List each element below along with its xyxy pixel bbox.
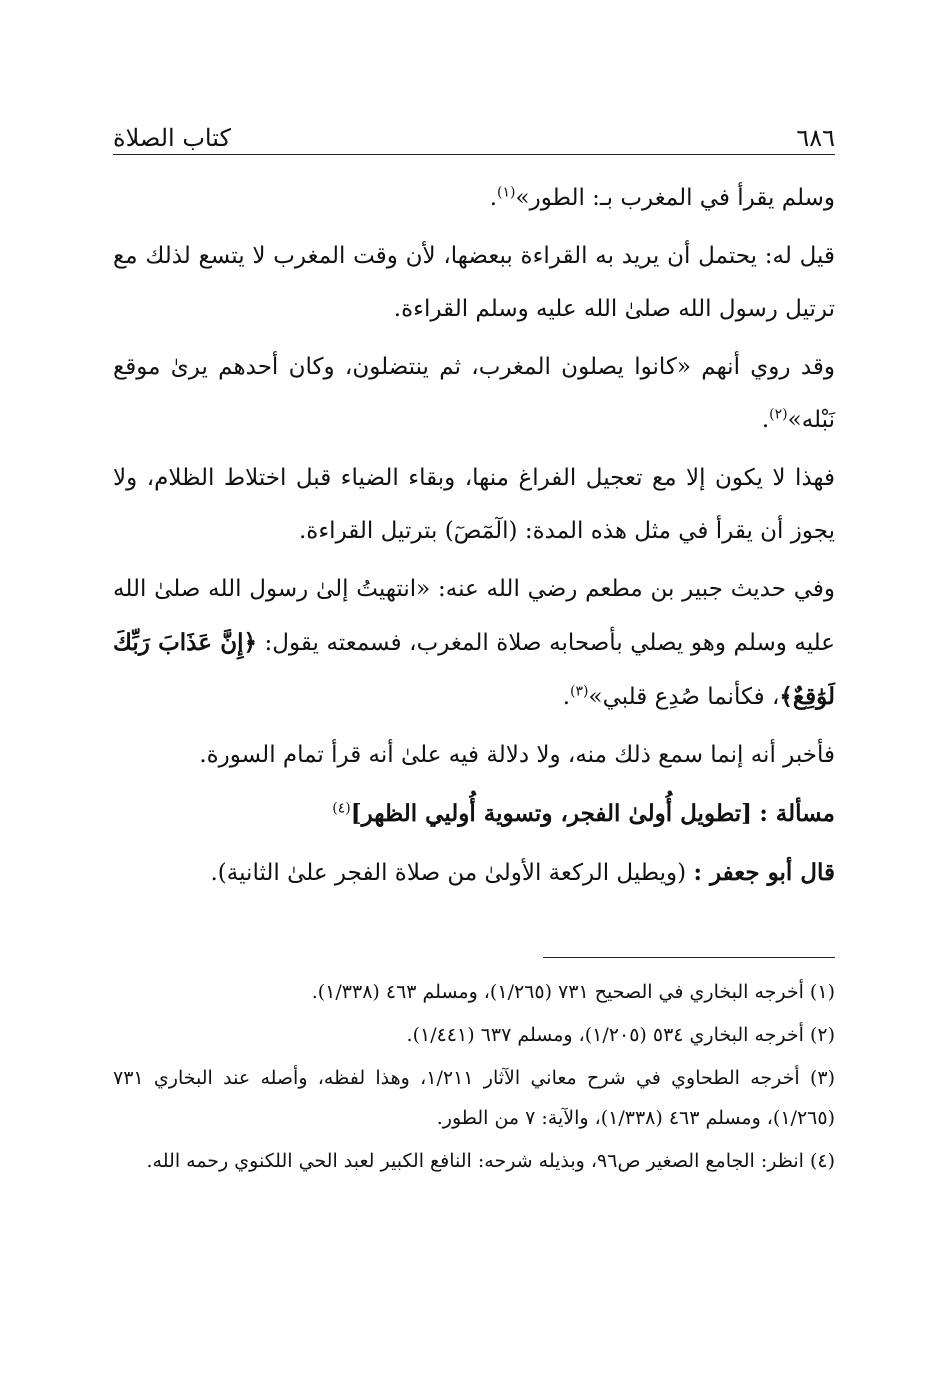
- paragraph-1: وسلم يقرأ في المغرب بـ: الطور»$^{(١)}$.: [489, 184, 835, 211]
- chapter-title: كتاب الصلاة: [113, 124, 231, 152]
- issue-label: مسألة :: [759, 800, 835, 827]
- quran-verse: ﴿إِنَّ عَذَابَ رَبِّكَ لَوَٰقِعٌ﴾: [113, 629, 835, 710]
- footnote-2: (٢) أخرجه البخاري ٥٣٤ (١/٢٠٥)، ومسلم ٦٣٧ (١/٤٤١).: [406, 1024, 835, 1046]
- paragraph-1-text: وسلم يقرأ في المغرب بـ: الطور»: [515, 185, 835, 211]
- footnotes: [113, 972, 835, 1184]
- paragraph-3: وقد روي أنهم «كانوا يصلون المغرب، ثم ينتضلون، وكان أحدهم يرىٰ موقع نَبْله»$^{(٢)}$.: [113, 354, 835, 433]
- footnote-ref-1: (١): [497, 184, 516, 201]
- footnote-1: (١) أخرجه البخاري في الصحيح ٧٣١ (١/٢٦٥)، ومسلم ٤٦٣ (١/٣٣٨).: [311, 981, 835, 1003]
- footnote-divider: [543, 957, 835, 958]
- author-label: قال أبو جعفر :: [693, 859, 835, 886]
- paragraph-2-text: قيل له: يحتمل أن يريد به القراءة ببعضها، لأن وقت المغرب لا يتسع لذلك مع ترتيل رسول الله صلىٰ الله عليه وسلم القراءة.: [113, 243, 835, 322]
- main-text: [113, 172, 835, 905]
- paragraph-4-text: فهذا لا يكون إلا مع تعجيل الفراغ منها، وبقاء الضياء قبل اختلاط الظلام، ولا يجوز أن يقرأ في مثل هذه المدة: (الٓمٓصٓ) بترتيل القراءة.: [113, 465, 835, 544]
- footnote-ref-3: (٣): [570, 683, 589, 700]
- running-header: [113, 112, 835, 152]
- footnote-4: (٤) انظر: الجامع الصغير ص٩٦، وبذيله شرحه: النافع الكبير لعبد الحي اللكنوي رحمه الله.: [146, 1150, 835, 1172]
- paragraph-3-text: وقد روي أنهم «كانوا يصلون المغرب، ثم ينتضلون، وكان أحدهم يرىٰ موقع نَبْله»: [113, 354, 835, 433]
- footnote-ref-4: (٤): [332, 800, 351, 817]
- issue-heading: [113, 787, 835, 841]
- page-number: ٦٨٦: [796, 124, 835, 152]
- footnote-3: (٣) أخرجه الطحاوي في شرح معاني الآثار ١/٢١١، وهذا لفظه، وأصله عند البخاري ٧٣١ (١/٢٦٥)، ومسلم ٤٦٣ (١/٣٣٨)، والآية: ٧ من الطور.: [113, 1067, 835, 1129]
- issue-title: [تطويل أُولىٰ الفجر، وتسوية أُوليي الظهر]: [350, 800, 752, 827]
- paragraph-4: [113, 452, 835, 558]
- paragraph-5: وفي حديث جبير بن مطعم رضي الله عنه: «انتهيتُ إلىٰ رسول الله صلىٰ الله عليه وسلم وهو يصلي بأصحابه صلاة المغرب، فسمعته يقول: ﴿إِنَّ عَذَابَ رَبِّكَ لَوَٰقِعٌ﴾، فكأنما صُدِع قلبي»$^{(٣)}$.: [113, 576, 835, 710]
- footnote-ref-2: (٢): [769, 406, 788, 423]
- author-statement-text: (ويطيل الركعة الأولىٰ من صلاة الفجر علىٰ الثانية).: [210, 860, 687, 886]
- paragraph-2: [113, 230, 835, 336]
- paragraph-6-text: فأخبر أنه إنما سمع ذلك منه، ولا دلالة فيه علىٰ أنه قرأ تمام السورة.: [199, 742, 835, 768]
- paragraph-5-text-a: وفي حديث جبير بن مطعم رضي الله عنه: «انتهيتُ إلىٰ رسول الله صلىٰ الله عليه وسلم وهو يصلي بأصحابه صلاة المغرب، فسمعته يقول:: [113, 576, 835, 656]
- paragraph-5-text-b: ، فكأنما صُدِع قلبي»: [588, 684, 780, 710]
- author-statement: [113, 846, 835, 900]
- header-divider: [113, 154, 835, 155]
- paragraph-6: [113, 729, 835, 782]
